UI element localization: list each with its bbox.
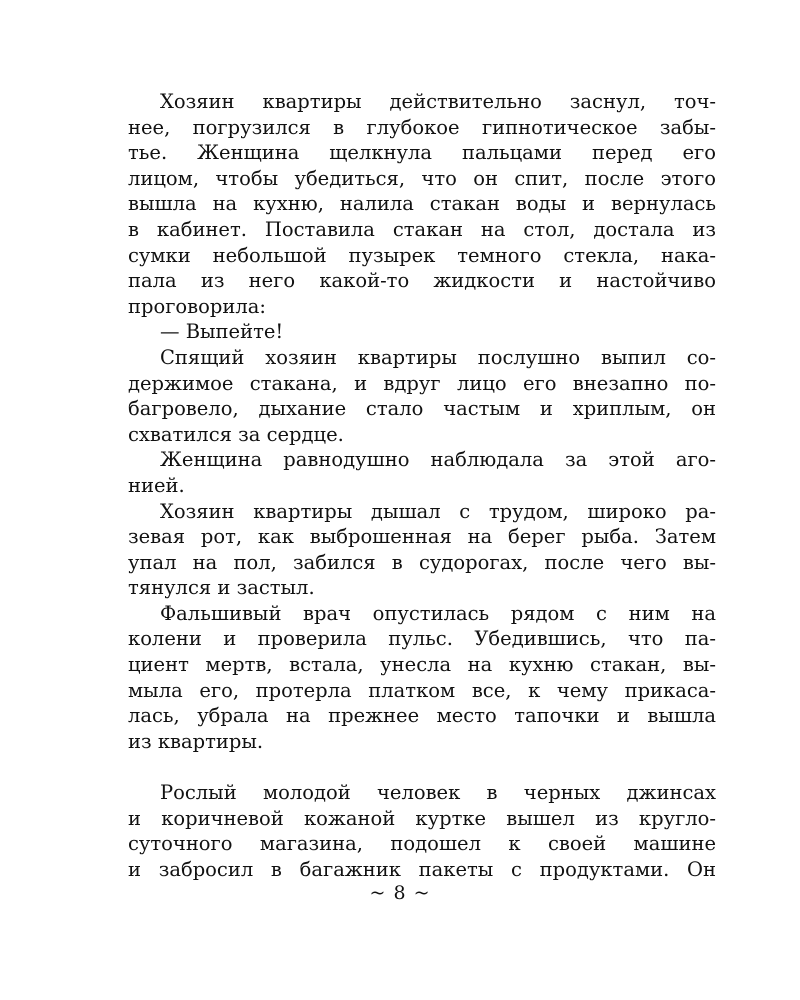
text-line: тянулся и застыл. <box>128 576 315 600</box>
text-line: Фальшивый врач опустилась рядом с ним на <box>160 601 716 625</box>
text-line: тье. Женщина щелкнула пальцами перед его <box>128 141 716 165</box>
text-line: в кабинет. Поставила стакан на стол, достала из <box>128 217 716 241</box>
text-line: Хозяин квартиры действительно заснул, точ- <box>160 90 716 113</box>
text-line: колени и проверила пульс. Убедившись, что па- <box>128 627 716 651</box>
text-line: держимое стакана, и вдруг лицо его внезапно по- <box>128 371 716 395</box>
text-line: лась, убрала на прежнее место тапочки и вышла <box>128 704 716 728</box>
text-line: мыла его, протерла платком все, к чему прикаса- <box>128 678 716 702</box>
section-break <box>128 754 716 780</box>
text-line: суточного магазина, подошел к своей машине <box>128 832 716 856</box>
page-number: ~ 8 ~ <box>369 882 431 904</box>
text-line: и забросил в багажник пакеты с продуктами. Он <box>128 857 716 881</box>
text-line: схватился за сердце. <box>128 422 344 446</box>
text-line: багровело, дыхание стало частым и хриплым, он <box>128 397 716 421</box>
text-line: нией. <box>128 473 185 497</box>
text-line: нее, погрузился в глубокое гипнотическое забы- <box>128 115 716 139</box>
text-line: пала из него какой-то жидкости и настойчиво <box>128 269 716 293</box>
text-line: и коричневой кожаной куртке вышел из кругло- <box>128 806 716 830</box>
text-line: Спящий хозяин квартиры послушно выпил со- <box>160 345 716 369</box>
text-line: зевая рот, как выброшенная на берег рыба. Затем <box>128 525 716 549</box>
body-text <box>128 89 716 882</box>
text-line: упал на пол, забился в судорогах, после чего вы- <box>128 550 716 574</box>
text-line: циент мертв, встала, унесла на кухню стакан, вы- <box>128 653 716 677</box>
text-line: проговорила: <box>128 294 266 318</box>
text-line: Рослый молодой человек в черных джинсах <box>160 781 716 805</box>
text-line: — Выпейте! <box>160 320 284 344</box>
text-line: вышла на кухню, налила стакан воды и вернулась <box>128 192 716 216</box>
text-line: Женщина равнодушно наблюдала за этой аго- <box>160 448 716 472</box>
text-line: из квартиры. <box>128 729 264 753</box>
text-line: лицом, чтобы убедиться, что он спит, после этого <box>128 166 716 190</box>
text-line: Хозяин квартиры дышал с трудом, широко ра- <box>160 499 716 523</box>
text-line: сумки небольшой пузырек темного стекла, нака- <box>128 243 716 267</box>
